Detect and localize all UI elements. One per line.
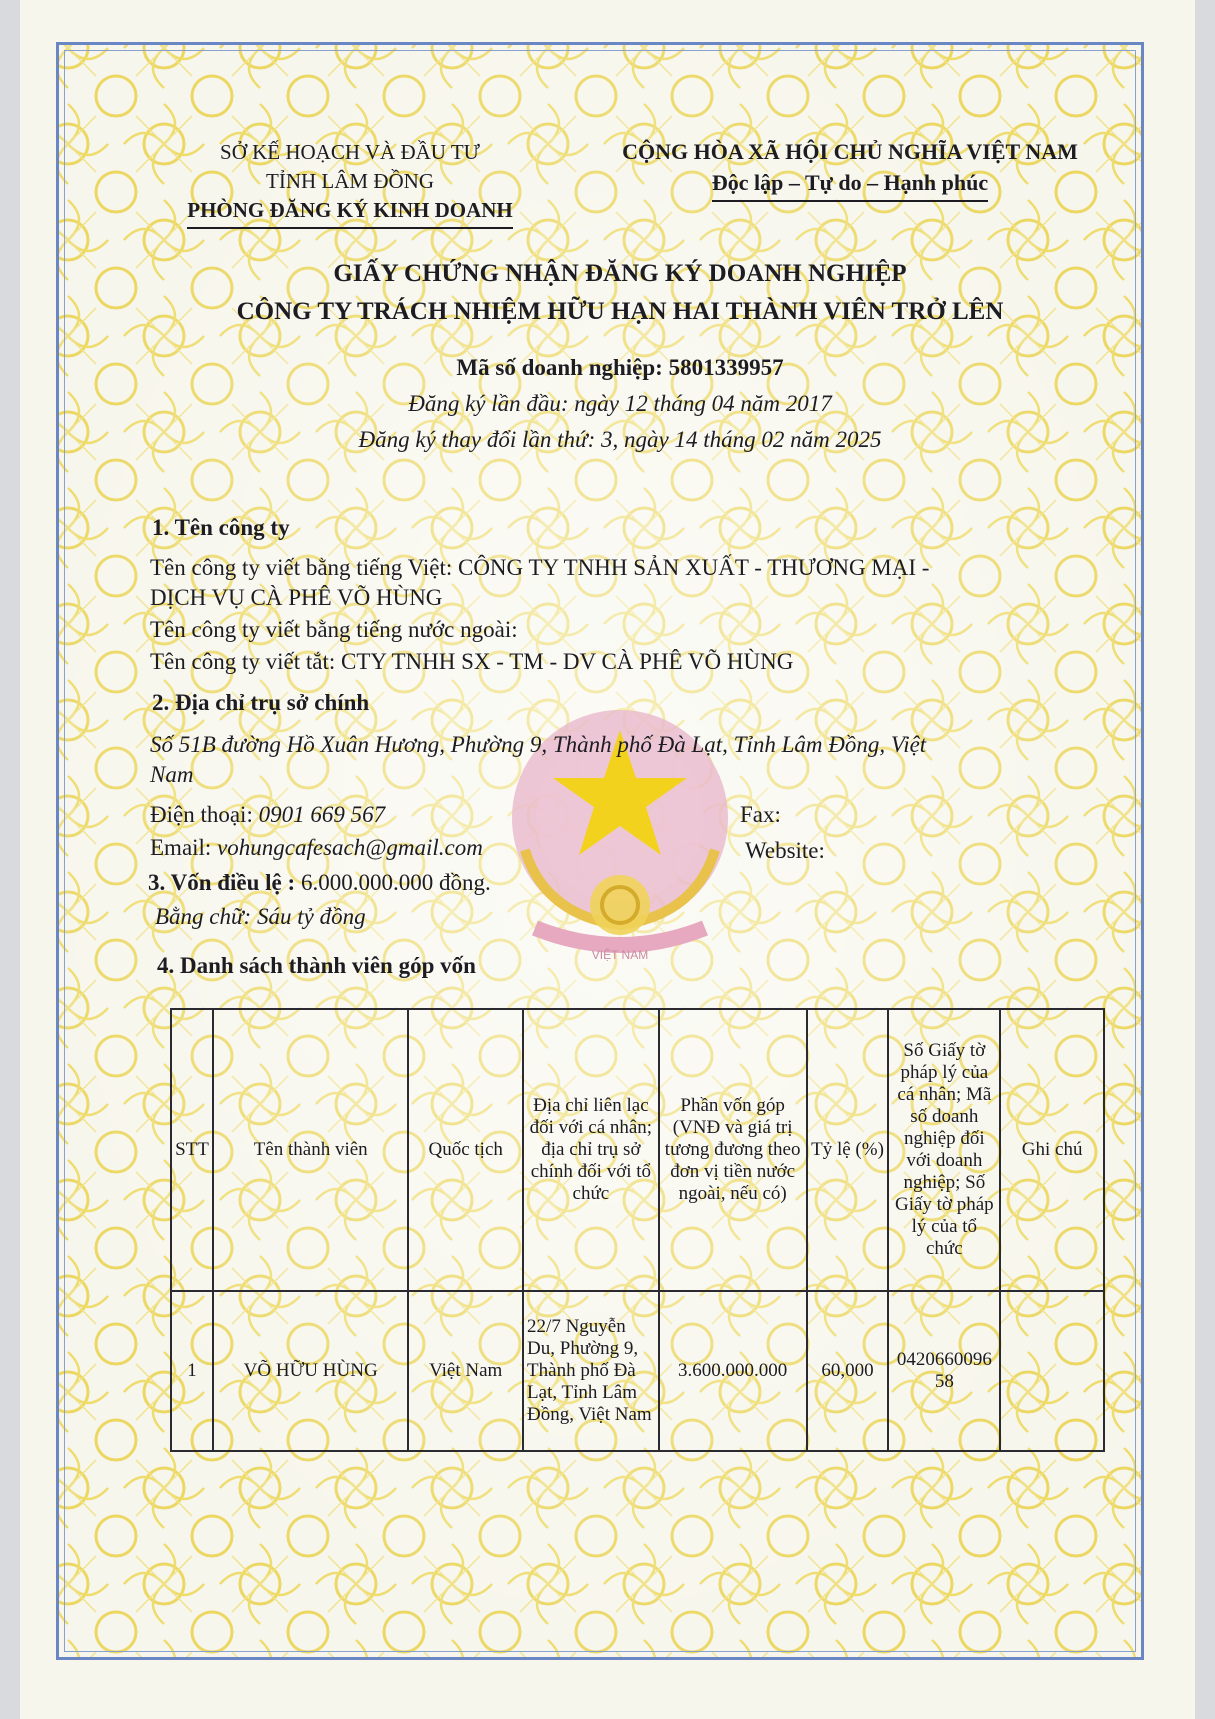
col-address: Địa chỉ liên lạc đối với cá nhân; địa chỉ trụ sở chính đối với tổ chức [523, 1009, 659, 1291]
company-name-vn-line2: DỊCH VỤ CÀ PHÊ VÕ HÙNG [150, 585, 443, 610]
col-note: Ghi chú [1000, 1009, 1104, 1291]
members-table [170, 1008, 1105, 1452]
title-line-1: GIẤY CHỨNG NHẬN ĐĂNG KÝ DOANH NGHIỆP [333, 260, 907, 287]
authority-line-1: SỞ KẾ HOẠCH VÀ ĐẦU TƯ [220, 140, 480, 164]
national-motto [590, 136, 1110, 202]
country-name: CỘNG HÒA XÃ HỘI CHỦ NGHĨA VIỆT NAM [622, 139, 1078, 164]
authority-line-2: TỈNH LÂM ĐỒNG [266, 169, 434, 193]
email-label: Email: [150, 835, 212, 860]
issuing-authority [160, 138, 540, 229]
company-short-name: Tên công ty viết tắt: CTY TNHH SX - TM - DV CÀ PHÊ VÕ HÙNG [150, 649, 794, 674]
title-line-2: CÔNG TY TRÁCH NHIỆM HỮU HẠN HAI THÀNH VIÊN TRỞ LÊN [236, 298, 1004, 325]
cell-address: 22/7 Nguyễn Du, Phường 9, Thành phố Đà Lạt, Tỉnh Lâm Đồng, Việt Nam [523, 1291, 659, 1451]
address-line2: Nam [150, 762, 194, 787]
col-stt: STT [171, 1009, 213, 1291]
in-words-label: Bằng chữ: [155, 904, 252, 929]
cell-member-name: VÕ HỮU HÙNG [213, 1291, 408, 1451]
cell-stt: 1 [171, 1291, 213, 1451]
section4-heading: 4. Danh sách thành viên góp vốn [157, 953, 476, 978]
cell-capital: 3.600.000.000 [659, 1291, 807, 1451]
table-row [171, 1291, 1104, 1451]
section3-heading: 3. Vốn điều lệ : [148, 870, 296, 895]
cell-note [1000, 1291, 1104, 1451]
authority-line-3: PHÒNG ĐĂNG KÝ KINH DOANH [187, 196, 513, 229]
phone-value: 0901 669 567 [258, 802, 386, 827]
document-title [140, 255, 1100, 331]
charter-capital-value: 6.000.000.000 đồng. [300, 870, 491, 895]
cell-ratio: 60,000 [807, 1291, 889, 1451]
col-legal-doc: Số Giấy tờ pháp lý của cá nhân; Mã số doanh nghiệp đối với doanh nghiệp; Số Giấy tờ pháp lý của tổ chức [888, 1009, 1000, 1291]
enterprise-code: Mã số doanh nghiệp: 5801339957 [456, 355, 784, 380]
col-nationality: Quốc tịch [408, 1009, 523, 1291]
address-line1: Số 51B đường Hồ Xuân Hương, Phường 9, Thành phố Đà Lạt, Tỉnh Lâm Đồng, Việt [150, 732, 927, 757]
company-name-foreign: Tên công ty viết bằng tiếng nước ngoài: [150, 617, 518, 642]
emblem-ribbon-text: VIỆT NAM [591, 948, 649, 962]
change-registration: Đăng ký thay đổi lần thứ: 3, ngày 14 tháng 02 năm 2025 [358, 427, 882, 452]
certificate-sheet [20, 0, 1195, 1719]
section2-heading: 2. Địa chỉ trụ sở chính [152, 690, 370, 715]
col-capital: Phần vốn góp (VNĐ và giá trị tương đương theo đơn vị tiền nước ngoài, nếu có) [659, 1009, 807, 1291]
fax-label: Fax: [740, 802, 781, 827]
email-value: vohungcafesach@gmail.com [217, 835, 483, 860]
cell-legal-doc: 042066009658 [888, 1291, 1000, 1451]
motto-line: Độc lập – Tự do – Hạnh phúc [712, 167, 988, 202]
first-registration: Đăng ký lần đầu: ngày 12 tháng 04 năm 2017 [408, 391, 832, 416]
cell-nationality: Việt Nam [408, 1291, 523, 1451]
phone-row [150, 802, 385, 828]
section1-heading: 1. Tên công ty [152, 515, 290, 540]
phone-label: Điện thoại: [150, 802, 253, 827]
col-ratio: Tỷ lệ (%) [807, 1009, 889, 1291]
company-name-vn-line1: Tên công ty viết bằng tiếng Việt: CÔNG TY TNHH SẢN XUẤT - THƯƠNG MẠI - [150, 555, 930, 580]
registration-info [140, 350, 1100, 458]
in-words-value: Sáu tỷ đồng [256, 904, 366, 929]
table-header-row [171, 1009, 1104, 1291]
website-label: Website: [745, 838, 825, 863]
email-row [150, 835, 483, 861]
col-member-name: Tên thành viên [213, 1009, 408, 1291]
capital-in-words [155, 904, 366, 930]
charter-capital-row [148, 870, 491, 896]
